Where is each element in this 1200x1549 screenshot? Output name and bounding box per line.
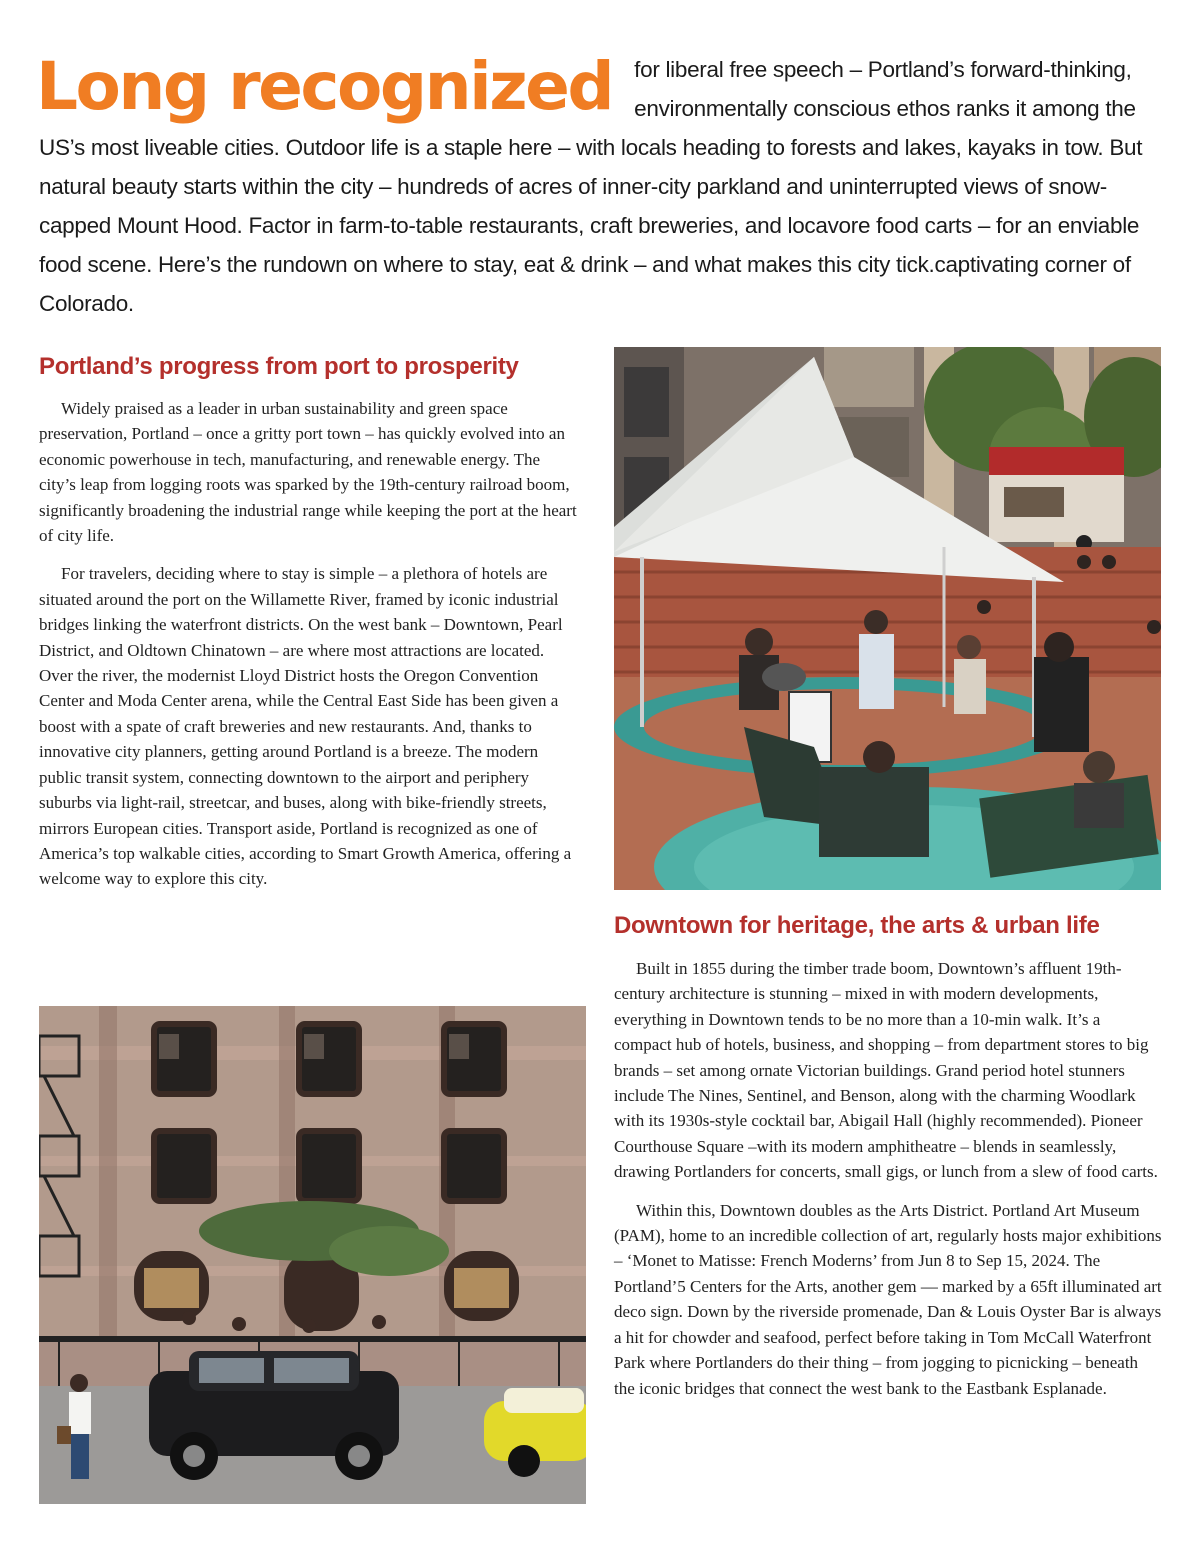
- body-paragraph: Widely praised as a leader in urban sustainability and green space preservation, Portland – once a gritty port town – has quickly evolved into an economic powerhouse in tech, manufacturing, and renewable energy. The city’s leap from logging roots was sparked by the 19th-century railroad boom, significantly broadening the industrial range while keeping the port at the heart of city life.: [39, 399, 577, 546]
- intro-dropcap: Long recognized: [36, 48, 613, 125]
- section-heading-port-to-prosperity: Portland’s progress from port to prosperity: [39, 353, 519, 380]
- photo-courthouse-square-concert: [614, 347, 1161, 890]
- body-paragraph: Within this, Downtown doubles as the Arts District. Portland Art Museum (PAM), home to an incredible collection of art, regularly hosts major exhibitions – ‘Monet to Matisse: French Moderns’ from Jun 8 to Sep 15, 2024. The Portland’5 Centers for the Arts, another gem — marked by a 65ft illuminated art deco sign. Down by the riverside promenade, Dan & Louis Oyster Bar is always a hit for chowder and seafood, perfect before taking in Tom McCall Waterfront Park where Portlanders do their thing – from jogging to picnicking – beneath the iconic bridges that connect the west bank to the Eastbank Esplanade.: [614, 1200, 1162, 1398]
- intro-text: for liberal free speech – Portland’s forward-thinking, environmentally conscious ethos ranks it among the US’s most liveable cities. Outdoor life is a staple here – with locals heading to forests and lakes, kayaks in tow. But natural beauty starts within the city – hundreds of acres of inner-city parkland and uninterrupted views of snow-capped Mount Hood. Factor in farm-to-table restaurants, craft breweries, and locavore food carts – for an enviable food scene. Here’s the rundown on where to stay, eat & drink – and what makes this city tick.captivating corner of Colorado.: [39, 57, 1143, 316]
- photo-brick-building-street: [39, 1006, 586, 1504]
- body-paragraph: For travelers, deciding where to stay is simple – a plethora of hotels are situated around the port on the Willamette River, framed by iconic industrial bridges linking the waterfront districts. On the west bank – Downtown, Pearl District, and Oldtown Chinatown – are where most attractions are located. Over the river, the modernist Lloyd District hosts the Oregon Convention Center and Moda Center arena, while the Central East Side has been given a boost with a spate of craft breweries and new restaurants. And, thanks to innovative city planners, getting around Portland is a breeze. The modern public transit system, connecting downtown to the airport and periphery suburbs via light-rail, streetcar, and buses, along with bike-friendly streets, mirrors European cities. Transport aside, Portland is recognized as one of America’s top walkable cities, according to Smart Growth America, offering a welcome way to explore this city.: [39, 564, 572, 889]
- article-column-left: [39, 396, 579, 905]
- section-heading-downtown: Downtown for heritage, the arts & urban life: [614, 912, 1100, 939]
- body-paragraph: Built in 1855 during the timber trade boom, Downtown’s affluent 19th-century architecture is stunning – mixed in with modern developments, everything in Downtown tends to be no more than a 10-min walk. It’s a compact hub of hotels, business, and shopping – from department stores to big brands – set among ornate Victorian buildings. Grand period hotel stunners include The Nines, Sentinel, and Benson, along with the charming Woodlark with its 1930s-style cocktail bar, Abigail Hall (highly recommended). Pioneer Courthouse Square –with its modern amphitheatre – blends in seamlessly, drawing Portlanders for concerts, small gigs, or lunch from a slew of food carts.: [614, 959, 1158, 1182]
- article-column-right: [614, 956, 1162, 1414]
- intro-paragraph: [36, 48, 1159, 323]
